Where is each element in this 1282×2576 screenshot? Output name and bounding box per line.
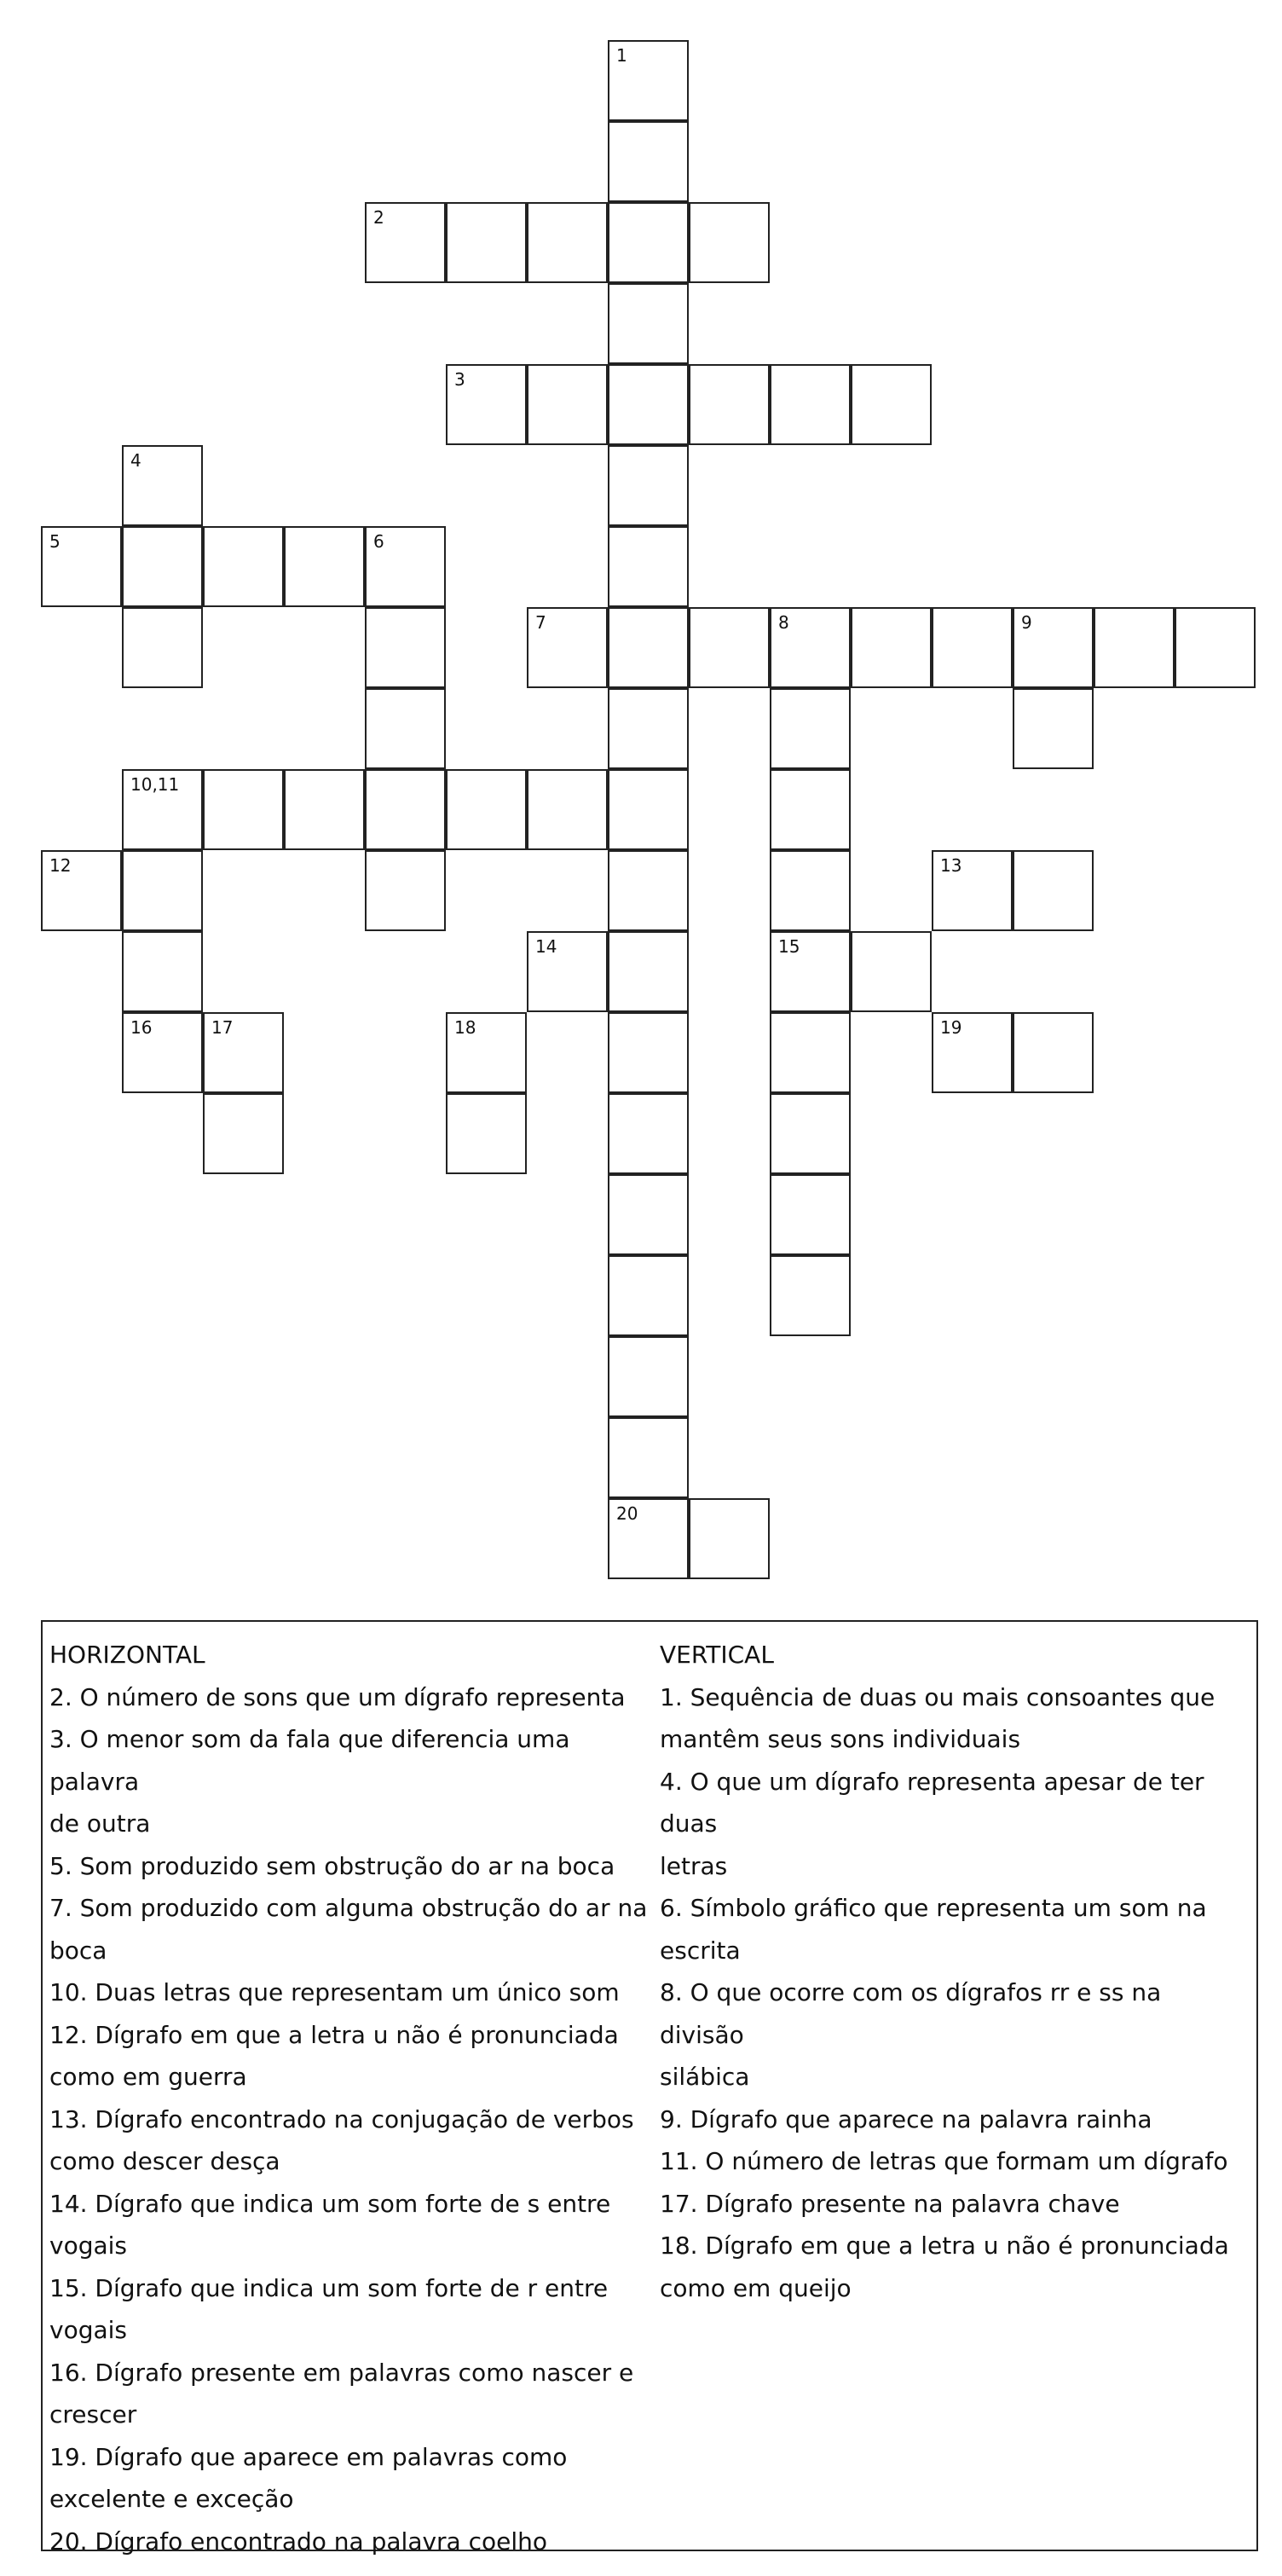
grid-cell[interactable] xyxy=(770,1012,851,1093)
down-heading: VERTICAL xyxy=(660,1641,774,1669)
clue-line: vogais xyxy=(49,2316,127,2344)
clue-number: 5 xyxy=(49,531,61,552)
grid-cell[interactable] xyxy=(527,931,608,1012)
clue-line: como em queijo xyxy=(660,2273,852,2302)
grid-cell[interactable] xyxy=(365,769,446,850)
grid-cell[interactable] xyxy=(1094,607,1175,688)
grid-cell[interactable] xyxy=(608,1255,689,1336)
grid-cell[interactable] xyxy=(446,769,527,850)
clue-line: 10. Duas letras que representam um único som xyxy=(49,1978,620,2006)
grid-cell[interactable] xyxy=(203,1012,284,1093)
grid-cell[interactable] xyxy=(527,607,608,688)
clue-line: 4. O que um dígrafo representa apesar de ter duas xyxy=(660,1767,1204,1838)
grid-cell[interactable] xyxy=(851,364,932,445)
grid-cell[interactable] xyxy=(122,931,203,1012)
down-clues xyxy=(660,1634,1248,2309)
clue-number: 20 xyxy=(616,1503,638,1524)
grid-cell[interactable] xyxy=(1013,850,1094,931)
grid-cell[interactable] xyxy=(608,1417,689,1498)
grid-cell[interactable] xyxy=(770,1255,851,1336)
grid-cell[interactable] xyxy=(770,688,851,769)
clue-line: como em guerra xyxy=(49,2063,247,2091)
grid-cell[interactable] xyxy=(122,1012,203,1093)
clue-line: 9. Dígrafo que aparece na palavra rainha xyxy=(660,2104,1152,2133)
clue-line: como descer desça xyxy=(49,2147,280,2175)
across-clues xyxy=(49,1634,650,2562)
grid-cell[interactable] xyxy=(608,526,689,607)
grid-cell[interactable] xyxy=(608,364,689,445)
grid-cell[interactable] xyxy=(446,1012,527,1093)
clue-line: letras xyxy=(660,1851,728,1880)
grid-cell[interactable] xyxy=(365,202,446,283)
clue-line: silábica xyxy=(660,2063,750,2091)
grid-cell[interactable] xyxy=(1013,607,1094,688)
grid-cell[interactable] xyxy=(527,202,608,283)
clue-number: 7 xyxy=(535,612,546,633)
clue-box xyxy=(41,1620,1258,2556)
grid-cell[interactable] xyxy=(608,121,689,202)
grid-cell[interactable] xyxy=(1013,688,1094,769)
clue-line: boca xyxy=(49,1936,107,1965)
clue-number: 18 xyxy=(454,1017,476,1038)
grid-cell[interactable] xyxy=(689,364,770,445)
clue-line: excelente e exceção xyxy=(49,2485,294,2513)
clue-line: 1. Sequência de duas ou mais consoantes que xyxy=(660,1682,1216,1711)
clue-line: 18. Dígrafo em que a letra u não é pronunciada xyxy=(660,2232,1229,2260)
grid-cell[interactable] xyxy=(770,1093,851,1174)
grid-cell[interactable] xyxy=(608,40,689,121)
grid-cell[interactable] xyxy=(608,931,689,1012)
clue-line: vogais xyxy=(49,2232,127,2260)
grid-cell[interactable] xyxy=(770,1174,851,1255)
grid-cell[interactable] xyxy=(770,850,851,931)
clue-line: 15. Dígrafo que indica um som forte de r entre xyxy=(49,2273,609,2302)
clue-line: 5. Som produzido sem obstrução do ar na boca xyxy=(49,1851,615,1880)
clue-line: 12. Dígrafo em que a letra u não é pronunciada xyxy=(49,2020,619,2049)
grid-cell[interactable] xyxy=(41,850,122,931)
clue-number: 10,11 xyxy=(130,774,180,795)
grid-cell[interactable] xyxy=(608,1498,689,1579)
grid-cell[interactable] xyxy=(770,364,851,445)
grid-cell[interactable] xyxy=(608,1012,689,1093)
clue-number: 15 xyxy=(778,936,800,957)
grid-cell[interactable] xyxy=(446,364,527,445)
grid-cell[interactable] xyxy=(122,445,203,526)
grid-cell[interactable] xyxy=(608,1093,689,1174)
clue-number: 16 xyxy=(130,1017,153,1038)
clue-line: 19. Dígrafo que aparece em palavras como xyxy=(49,2442,568,2471)
grid-cell[interactable] xyxy=(608,1174,689,1255)
grid-cell[interactable] xyxy=(851,931,932,1012)
grid-cell[interactable] xyxy=(689,202,770,283)
grid-cell[interactable] xyxy=(284,769,365,850)
clue-number: 17 xyxy=(211,1017,234,1038)
grid-cell[interactable] xyxy=(932,1012,1013,1093)
grid-cell[interactable] xyxy=(122,769,203,850)
grid-cell[interactable] xyxy=(527,769,608,850)
clue-line: 8. O que ocorre com os dígrafos rr e ss na divisão xyxy=(660,1978,1162,2049)
grid-cell[interactable] xyxy=(851,607,932,688)
clue-number: 19 xyxy=(940,1017,962,1038)
grid-cell[interactable] xyxy=(122,526,203,607)
grid-cell[interactable] xyxy=(1175,607,1256,688)
clue-line: de outra xyxy=(49,1809,151,1838)
grid-cell[interactable] xyxy=(365,607,446,688)
clue-number: 9 xyxy=(1021,612,1032,633)
clue-line: crescer xyxy=(49,2400,137,2428)
grid-cell[interactable] xyxy=(932,850,1013,931)
grid-cell[interactable] xyxy=(122,607,203,688)
grid-cell[interactable] xyxy=(770,931,851,1012)
grid-cell[interactable] xyxy=(608,445,689,526)
grid-cell[interactable] xyxy=(284,526,365,607)
clue-line: mantêm seus sons individuais xyxy=(660,1725,1021,1753)
clue-number: 13 xyxy=(940,855,962,876)
grid-cell[interactable] xyxy=(203,1093,284,1174)
across-heading: HORIZONTAL xyxy=(49,1641,205,1669)
grid-cell[interactable] xyxy=(608,202,689,283)
grid-cell[interactable] xyxy=(203,769,284,850)
grid-cell[interactable] xyxy=(608,283,689,364)
grid-cell[interactable] xyxy=(365,850,446,931)
grid-cell[interactable] xyxy=(365,688,446,769)
clue-line: 7. Som produzido com alguma obstrução do ar na xyxy=(49,1894,648,1922)
grid-cell[interactable] xyxy=(689,1498,770,1579)
clue-line: 20. Dígrafo encontrado na palavra coelho xyxy=(49,2527,548,2556)
grid-cell[interactable] xyxy=(446,1093,527,1174)
clue-line: 17. Dígrafo presente na palavra chave xyxy=(660,2189,1120,2218)
clue-line: 16. Dígrafo presente em palavras como nascer e xyxy=(49,2358,634,2387)
grid-cell[interactable] xyxy=(527,364,608,445)
grid-cell[interactable] xyxy=(608,850,689,931)
grid-cell[interactable] xyxy=(770,607,851,688)
clue-line: 11. O número de letras que formam um dígrafo xyxy=(660,2147,1228,2175)
clue-number: 14 xyxy=(535,936,557,957)
grid-cell[interactable] xyxy=(608,769,689,850)
clue-number: 1 xyxy=(616,45,627,66)
clue-number: 6 xyxy=(373,531,384,552)
grid-cell[interactable] xyxy=(203,526,284,607)
clue-line: 13. Dígrafo encontrado na conjugação de verbos xyxy=(49,2104,634,2133)
clue-line: 14. Dígrafo que indica um som forte de s entre xyxy=(49,2189,611,2218)
clue-number: 2 xyxy=(373,207,384,228)
grid-cell[interactable] xyxy=(608,1336,689,1417)
clue-number: 4 xyxy=(130,450,141,471)
grid-cell[interactable] xyxy=(122,850,203,931)
grid-cell[interactable] xyxy=(365,526,446,607)
grid-cell[interactable] xyxy=(770,769,851,850)
clue-line: 2. O número de sons que um dígrafo representa xyxy=(49,1682,626,1711)
grid-cell[interactable] xyxy=(689,607,770,688)
clue-line: escrita xyxy=(660,1936,741,1965)
grid-cell[interactable] xyxy=(41,526,122,607)
clue-number: 8 xyxy=(778,612,789,633)
clue-number: 12 xyxy=(49,855,72,876)
grid-cell[interactable] xyxy=(446,202,527,283)
clue-line: 6. Símbolo gráfico que representa um som na xyxy=(660,1894,1207,1922)
clue-number: 3 xyxy=(454,369,465,390)
grid-cell[interactable] xyxy=(932,607,1013,688)
clue-line: 3. O menor som da fala que diferencia uma palavra xyxy=(49,1725,570,1796)
grid-cell[interactable] xyxy=(608,688,689,769)
grid-cell[interactable] xyxy=(608,607,689,688)
grid-cell[interactable] xyxy=(1013,1012,1094,1093)
